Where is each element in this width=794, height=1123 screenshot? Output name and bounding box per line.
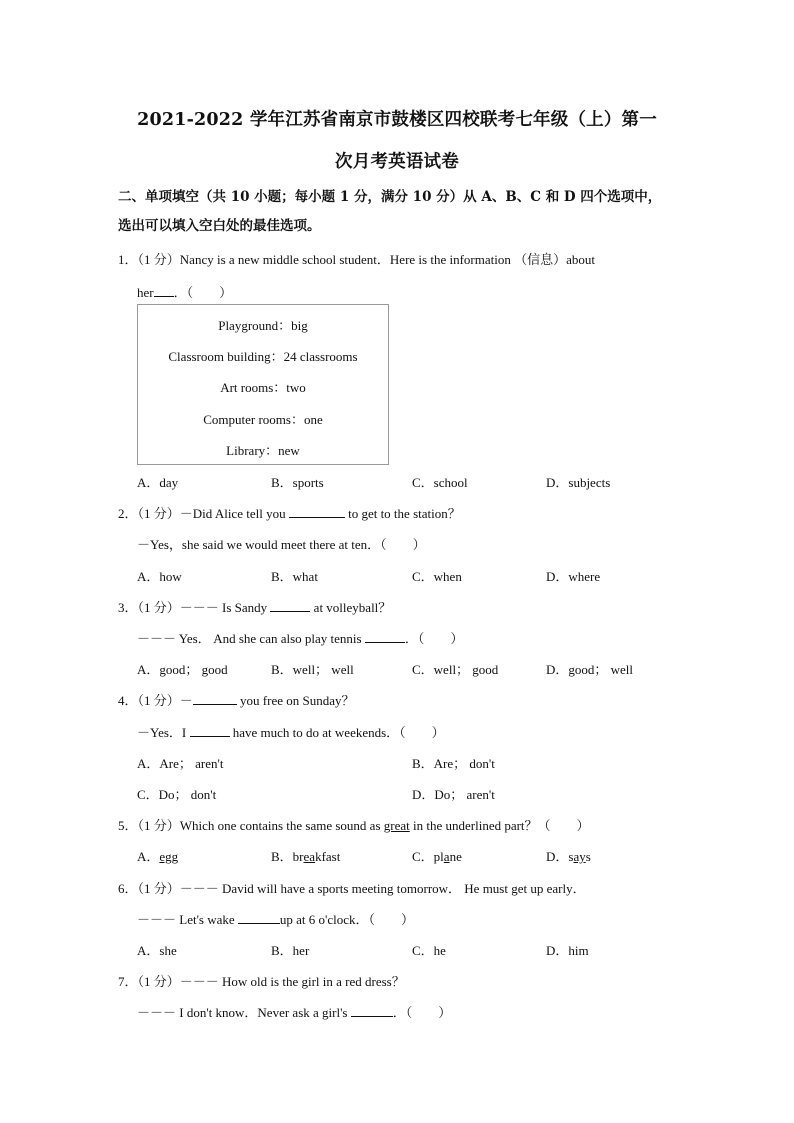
- question-7-line-2: [137, 1002, 451, 1021]
- question-stem-text: ．（ ）: [392, 1005, 452, 1020]
- answer-blank: [193, 692, 237, 705]
- question-number: 1．: [118, 252, 138, 267]
- option-underlined: egg: [159, 849, 179, 864]
- question-5-line-1: [118, 815, 590, 834]
- question-number: 6．: [118, 881, 138, 896]
- underlined-word: great: [383, 818, 410, 833]
- answer-blank: [190, 724, 230, 737]
- question-stem-text: －－－ David will have a sports meeting tomorrow． He must get up early．: [179, 881, 586, 896]
- answer-blank: [351, 1004, 393, 1017]
- option-b[interactable]: B．Are； don't: [412, 756, 495, 771]
- option-text: kfast: [315, 849, 341, 864]
- option-text: s: [585, 849, 591, 864]
- question-stem-text: Which one contains the same sound as: [179, 818, 384, 833]
- option-d[interactable]: D．subjects: [546, 475, 611, 490]
- question-score: （1 分）: [137, 506, 180, 521]
- question-stem-text: －－－ How old is the girl in a red dress？: [179, 974, 405, 989]
- question-7-line-1: [118, 971, 405, 990]
- question-stem: Nancy is a new middle school student．Here is the information （信息）about: [179, 252, 595, 267]
- option-c[interactable]: [412, 846, 462, 865]
- question-number: 5．: [118, 818, 138, 833]
- question-score: （1 分）: [137, 600, 180, 615]
- question-stem-text: －－－ Is Sandy: [179, 600, 268, 615]
- question-score: （1 分）: [137, 881, 180, 896]
- option-underlined: ay: [573, 849, 586, 864]
- exam-title-line-2: 次月考英语试卷: [335, 152, 459, 172]
- option-b[interactable]: B．well； well: [271, 662, 354, 677]
- option-d[interactable]: D．good； well: [546, 662, 634, 677]
- option-a[interactable]: A．good； good: [137, 662, 228, 677]
- option-d[interactable]: D．Do； aren't: [412, 787, 495, 802]
- question-1-line-2: [137, 282, 232, 301]
- question-3-line-1: [118, 597, 391, 616]
- section-heading-line-1: 二、单项填空（共 10 小题；每小题 1 分，满分 10 分）从 A、B、C 和 D 四个选项中，: [118, 189, 662, 205]
- option-d[interactable]: D．where: [546, 569, 601, 584]
- option-a[interactable]: A．how: [137, 569, 182, 584]
- question-2-line-2: －Yes，she said we would meet there at ten．（ ）: [137, 537, 426, 552]
- option-text: A．: [137, 849, 160, 864]
- answer-blank: [154, 284, 174, 297]
- question-stem-text: to get to the station？: [348, 506, 461, 521]
- option-d[interactable]: [546, 846, 591, 865]
- question-stem-text: her: [137, 285, 154, 300]
- option-c[interactable]: C．school: [412, 475, 468, 490]
- question-6-line-1: [118, 878, 586, 897]
- option-b[interactable]: B．what: [271, 569, 318, 584]
- question-stem-text: ．（ ）: [404, 631, 464, 646]
- question-3-line-2: [137, 628, 463, 647]
- answer-blank: [270, 599, 310, 612]
- info-box: [137, 304, 389, 465]
- option-text: C．pl: [412, 849, 444, 864]
- question-stem-text: in the underlined part？（ ）: [409, 818, 590, 833]
- option-c[interactable]: C．he: [412, 943, 446, 958]
- question-1-line-1: [118, 249, 595, 268]
- option-a[interactable]: [137, 846, 178, 865]
- question-stem-text: －－－ Yes． And she can also play tennis: [137, 631, 362, 646]
- answer-blank: [365, 630, 405, 643]
- question-score: （1 分）: [137, 974, 180, 989]
- question-stem-text: at volleyball？: [313, 600, 392, 615]
- option-underlined: ea: [303, 849, 316, 864]
- option-c[interactable]: C．when: [412, 569, 462, 584]
- question-stem-text: have much to do at weekends．（ ）: [232, 725, 445, 740]
- question-number: 3．: [118, 600, 138, 615]
- question-number: 7．: [118, 974, 138, 989]
- option-b[interactable]: B．her: [271, 943, 310, 958]
- answer-blank: [238, 911, 280, 924]
- option-text: ne: [449, 849, 462, 864]
- option-d[interactable]: D．him: [546, 943, 589, 958]
- exam-title-line-1: 2021-2022 学年江苏省南京市鼓楼区四校联考七年级（上）第一: [137, 110, 657, 130]
- option-text: B．br: [271, 849, 304, 864]
- info-item: Playground：big: [218, 318, 308, 333]
- question-4-line-1: [118, 690, 355, 709]
- info-item: Classroom building：24 classrooms: [168, 349, 358, 364]
- info-item: Computer rooms：one: [203, 412, 323, 427]
- option-a[interactable]: A．day: [137, 475, 179, 490]
- question-score: （1 分）: [137, 818, 180, 833]
- question-2-line-1: [118, 503, 461, 522]
- question-stem-text: you free on Sunday？: [240, 693, 355, 708]
- answer-blank: [289, 505, 345, 518]
- option-b[interactable]: B．sports: [271, 475, 324, 490]
- option-a[interactable]: A．Are； aren't: [137, 756, 224, 771]
- question-number: 4．: [118, 693, 138, 708]
- question-stem-text: up at 6 o'clock．（ ）: [279, 912, 415, 927]
- option-a[interactable]: A．she: [137, 943, 177, 958]
- question-score: （1 分）: [137, 693, 180, 708]
- question-number: 2．: [118, 506, 138, 521]
- section-heading: [118, 183, 678, 241]
- option-underlined: a: [443, 849, 450, 864]
- question-stem-text: －－－ Let's wake: [137, 912, 235, 927]
- question-stem-text: －Yes．I: [137, 725, 187, 740]
- option-b[interactable]: [271, 846, 340, 865]
- option-text: D．s: [546, 849, 574, 864]
- question-stem-text: －－－ I don't know．Never ask a girl's: [137, 1005, 348, 1020]
- info-item: Art rooms：two: [220, 380, 306, 395]
- question-6-line-2: [137, 909, 414, 928]
- question-score: （1 分）: [137, 252, 180, 267]
- question-stem-text: ．（ ）: [173, 285, 233, 300]
- question-stem-text: －Did Alice tell you: [179, 506, 286, 521]
- option-c[interactable]: C．Do； don't: [137, 787, 217, 802]
- question-4-line-2: [137, 722, 445, 741]
- section-heading-line-2: 选出可以填入空白处的最佳选项。: [118, 218, 321, 234]
- option-c[interactable]: C．well； good: [412, 662, 499, 677]
- question-stem-text: －: [179, 693, 193, 708]
- info-item: Library：new: [226, 443, 300, 458]
